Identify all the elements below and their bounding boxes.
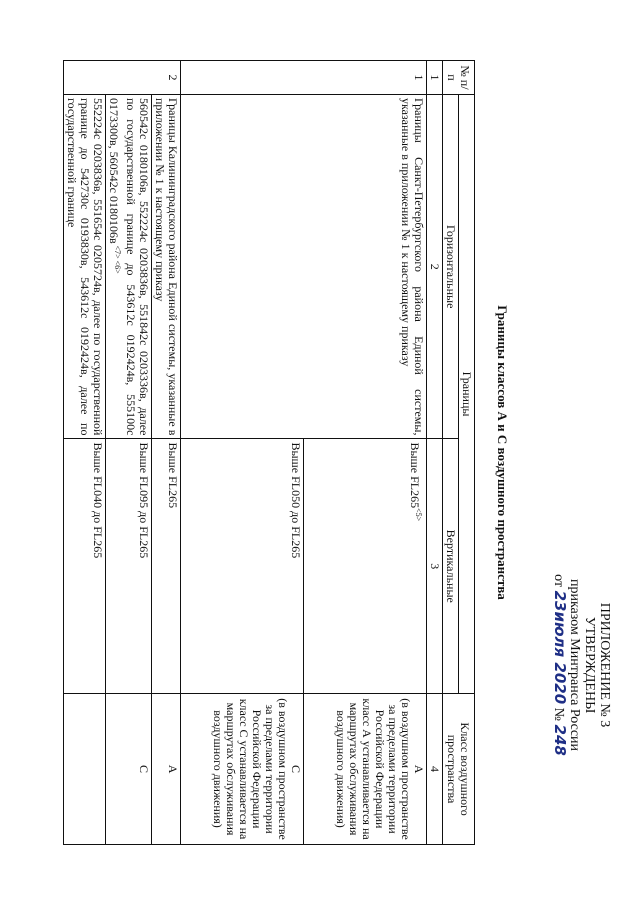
vertical-borders: Выше FL265 xyxy=(152,439,181,694)
vertical-borders: Выше FL050 до FL265 xyxy=(181,439,304,694)
header-borders: Границы xyxy=(459,94,475,693)
header-horizontal: Горизонтальные xyxy=(443,94,459,439)
approved-label: УТВЕРЖДЕНЫ xyxy=(582,616,597,714)
page-title: Границы классов А и С воздушного пространства xyxy=(495,305,510,600)
handwritten-number: 248 xyxy=(551,724,569,756)
airspace-table xyxy=(63,60,475,845)
airspace-class: С xyxy=(106,694,152,845)
vertical-borders: Выше FL040 до FL265 xyxy=(64,439,106,694)
vertical-borders: Выше $FL265^{<5>}$ xyxy=(304,439,427,694)
header-num: № п/п xyxy=(443,61,475,95)
table-row xyxy=(304,61,427,845)
column-numbers-row: 1 2 3 4 xyxy=(427,61,443,845)
row-number: 1 xyxy=(181,61,427,95)
table-row xyxy=(106,61,152,845)
airspace-class: А xyxy=(152,694,181,845)
row-number: 2 xyxy=(64,61,181,95)
header-row xyxy=(459,61,475,845)
airspace-class: С (в воздушном пространстве за пределами территории Российской Федерации класс С устанавливается на маршрутах обслуживания воздушного движения) xyxy=(181,694,304,845)
table-row xyxy=(64,61,106,845)
horizontal-borders: 560542с 0180106в, 552224с 0203836в, 551842с 0203336в, далее по государственной границе до 543612с 0192424в, 555100с 0173300в, 560542с $0180106в^{<7><6>}$ xyxy=(106,94,152,439)
appendix-number: ПРИЛОЖЕНИЕ № 3 xyxy=(597,602,612,728)
header-class: Класс воздушного пространства xyxy=(443,694,475,845)
airspace-class: А (в воздушном пространстве за пределами территории Российской Федерации класс А устанавливается на маршрутах обслуживания воздушного движения) xyxy=(304,694,427,845)
horizontal-borders: 552224с 0203836в, 551654с 0205724в, далее по государственной границе до 542730с 0193830в, 543612с 0192424в, далее по государственной границе xyxy=(64,94,106,439)
table-row xyxy=(152,61,181,845)
header-vertical: Вертикальные xyxy=(443,439,459,694)
footnote-mark: <5> xyxy=(414,508,423,522)
order-date-line: от 23июля 2020 № 248 xyxy=(551,574,569,756)
airspace-class xyxy=(64,694,106,845)
approval-block xyxy=(551,500,612,830)
order-issuer: приказом Минтранса России xyxy=(567,578,582,752)
horizontal-borders: Границы Калининградского района Единой системы, указанные в приложении № 1 к настоящему приказу xyxy=(152,94,181,439)
handwritten-date: 23июля 2020 xyxy=(551,590,569,705)
horizontal-borders: Границы Санкт-Петербургского района Единой системы, указанные в приложении № 1 к настоящему приказу xyxy=(181,94,427,439)
footnote-mark: <6> xyxy=(113,260,122,274)
vertical-borders: Выше FL095 до FL265 xyxy=(106,439,152,694)
footnote-mark: <7> xyxy=(113,245,122,259)
